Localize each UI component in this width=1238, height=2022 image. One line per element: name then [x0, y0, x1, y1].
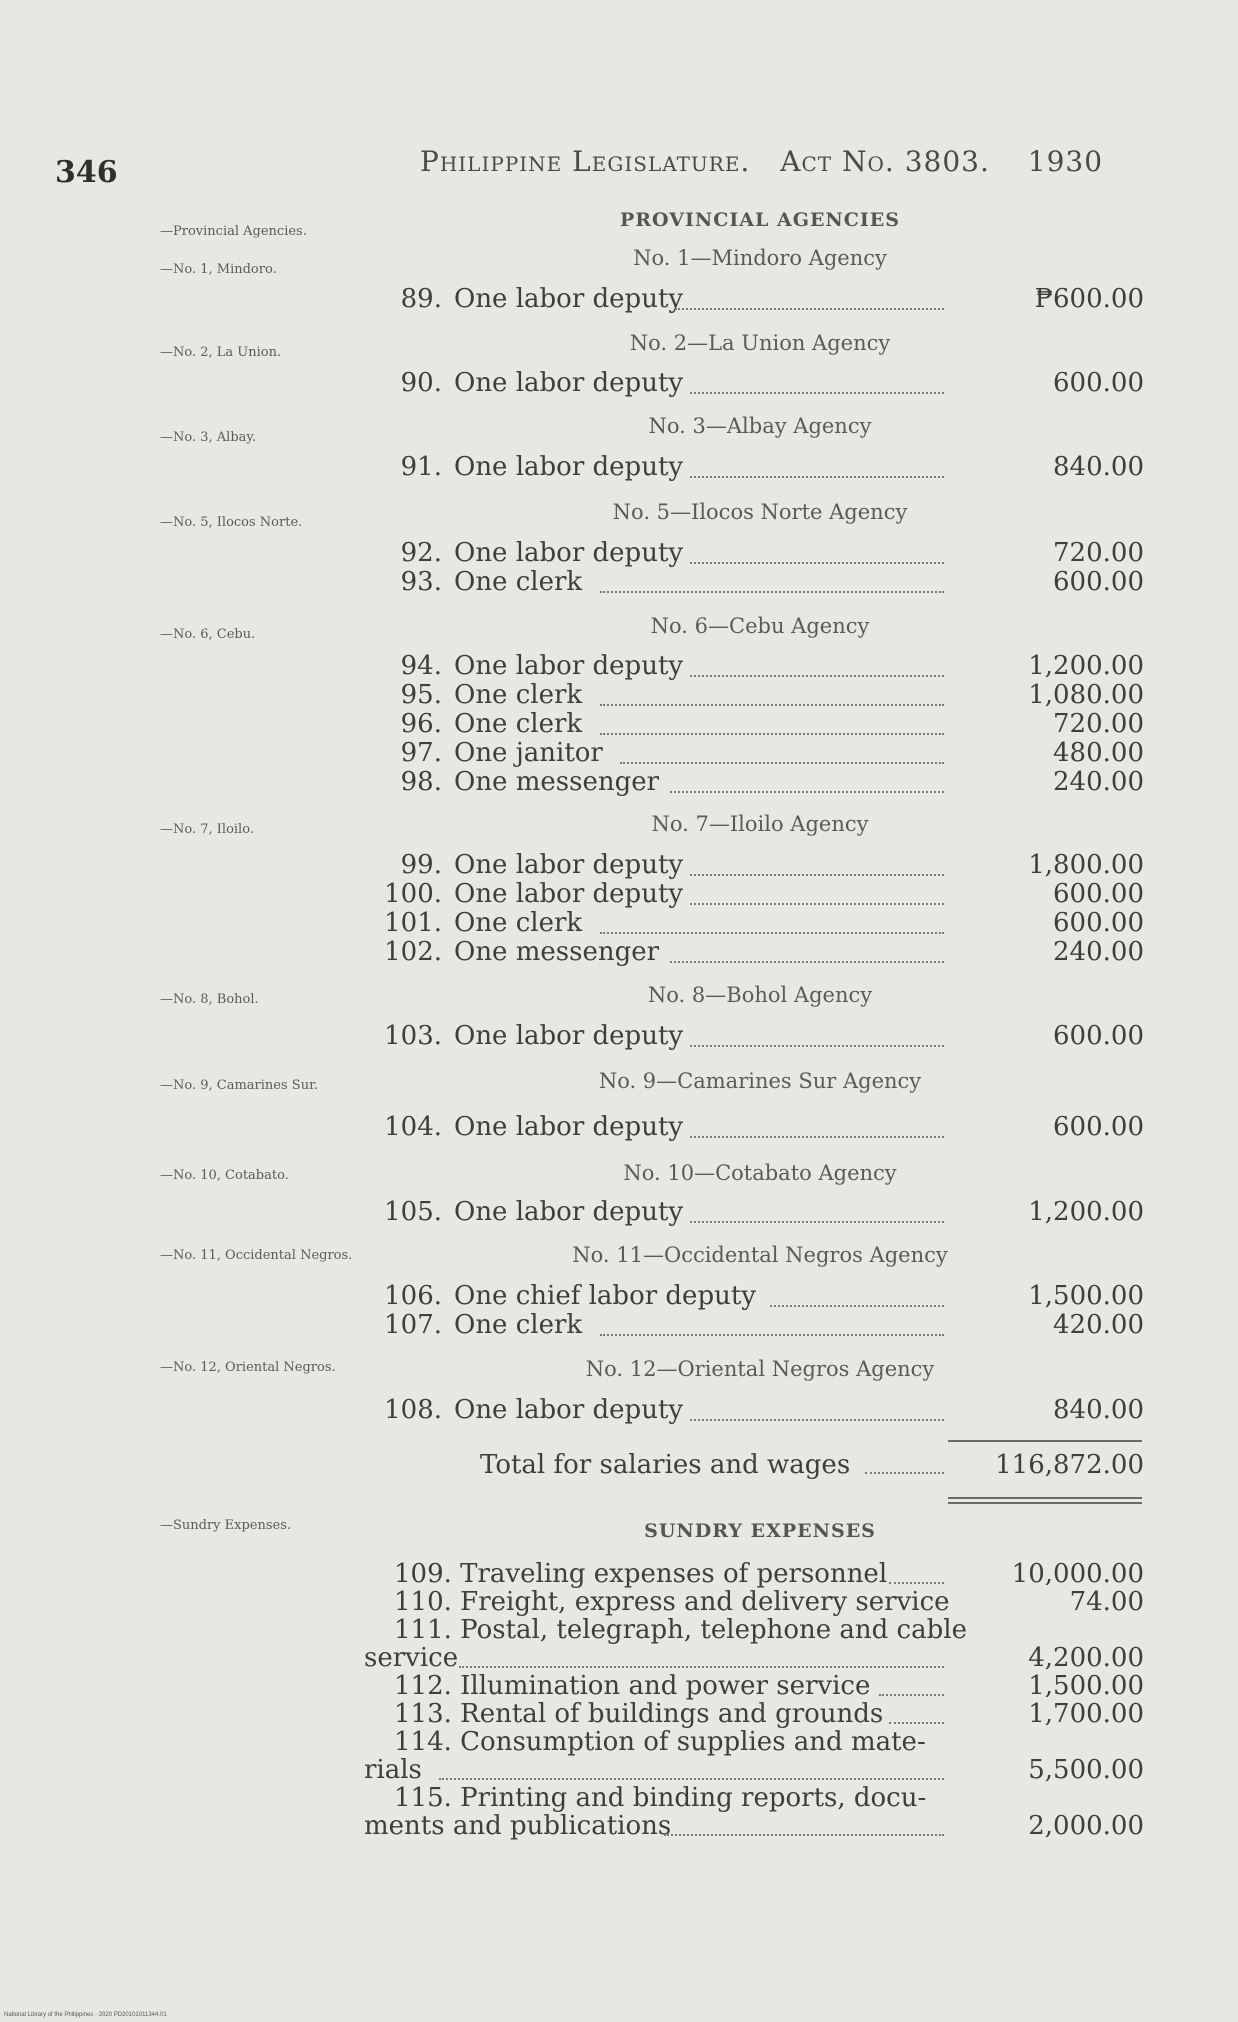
sundry-item: [364, 1700, 1144, 1728]
agency-heading: No. 12—Oriental Negros Agency: [585, 1357, 935, 1381]
sundry-text: 110. Freight, express and delivery service: [394, 1587, 950, 1617]
line-item: [370, 680, 1144, 710]
dot-leader: [600, 731, 944, 735]
item-amount: 840.00: [1053, 1395, 1144, 1425]
agency-heading: No. 9—Camarines Sur Agency: [598, 1069, 922, 1093]
sundry-item: [364, 1588, 1144, 1616]
item-description: One labor deputy: [454, 1112, 684, 1142]
line-item: [370, 709, 1144, 739]
sundry-item-cont: [364, 1812, 1144, 1840]
margin-note: —No. 7, Iloilo.: [160, 822, 254, 837]
agency-heading: No. 8—Bohol Agency: [647, 983, 873, 1007]
sundry-item: [364, 1728, 1144, 1756]
sundry-amount: 1,500.00: [1028, 1671, 1144, 1701]
item-amount: 240.00: [1053, 937, 1144, 967]
item-amount: 1,200.00: [1028, 1197, 1144, 1227]
line-item: [370, 879, 1144, 909]
item-number: 93.: [400, 567, 442, 597]
dot-leader: [865, 1472, 944, 1474]
item-number: 103.: [384, 1021, 442, 1051]
item-amount: 600.00: [1053, 1112, 1144, 1142]
line-item: [370, 1395, 1144, 1425]
total-double-rule: [948, 1497, 1142, 1499]
margin-note: —No. 3, Albay.: [160, 430, 257, 445]
sundry-text: 115. Printing and binding reports, docu-: [394, 1783, 927, 1813]
item-number: 98.: [400, 767, 442, 797]
line-item: [370, 1112, 1144, 1142]
item-number: 97.: [400, 738, 442, 768]
item-number: 107.: [384, 1310, 442, 1340]
scan-footer: National Library of the Philippines · 2020 PD20101011344.01: [4, 2012, 167, 2018]
line-item: [370, 284, 1144, 314]
sundry-text: ments and publications: [364, 1811, 672, 1841]
dot-leader: [620, 760, 944, 764]
item-amount: 240.00: [1053, 767, 1144, 797]
item-amount: 600.00: [1053, 1021, 1144, 1051]
sundry-amount: 2,000.00: [1028, 1811, 1144, 1841]
item-number: 95.: [400, 680, 442, 710]
sundry-item: [364, 1616, 1144, 1644]
sundry-item: [364, 1784, 1144, 1812]
dot-leader: [690, 901, 944, 905]
sundry-text: rials: [364, 1755, 422, 1785]
item-number: 91.: [400, 452, 442, 482]
total-double-rule: [948, 1502, 1142, 1504]
dot-leader: [600, 589, 944, 593]
dot-leader: [670, 789, 944, 793]
item-amount: 720.00: [1053, 709, 1144, 739]
line-item: [370, 767, 1144, 797]
margin-note: —No. 9, Camarines Sur.: [160, 1078, 318, 1093]
dot-leader: [690, 1043, 944, 1047]
line-item: [370, 651, 1144, 681]
running-head-year: 1930: [1027, 145, 1104, 178]
agency-heading: No. 5—Ilocos Norte Agency: [612, 500, 908, 524]
dot-leader: [690, 1134, 944, 1138]
dot-leader: [690, 474, 944, 478]
sundry-text: 114. Consumption of supplies and mate-: [394, 1727, 926, 1757]
line-item: [370, 1281, 1144, 1311]
margin-note: —No. 10, Cotabato.: [160, 1168, 289, 1183]
item-number: 89.: [400, 284, 442, 314]
running-head: [420, 145, 1103, 178]
margin-note: —No. 5, Ilocos Norte.: [160, 515, 303, 530]
margin-note: —No. 11, Occidental Negros.: [160, 1248, 353, 1263]
dot-leader: [690, 1219, 944, 1223]
item-number: 100.: [384, 879, 442, 909]
line-item: [370, 1021, 1144, 1051]
item-description: One labor deputy: [454, 284, 684, 314]
dot-leader: [690, 1417, 944, 1421]
total-amount: 116,872.00: [995, 1450, 1144, 1480]
item-description: One labor deputy: [454, 1395, 684, 1425]
sundry-amount: 4,200.00: [1028, 1643, 1144, 1673]
margin-note: —No. 2, La Union.: [160, 345, 282, 360]
item-description: One chief labor deputy: [454, 1281, 756, 1311]
dot-leader: [439, 1776, 944, 1780]
agency-heading: No. 11—Occidental Negros Agency: [572, 1243, 948, 1267]
margin-note: —No. 8, Bohol.: [160, 992, 259, 1007]
sundry-item-cont: [364, 1756, 1144, 1784]
item-amount: ₱600.00: [1034, 284, 1144, 314]
sundry-text: service: [364, 1643, 459, 1673]
dot-leader: [690, 673, 944, 677]
sundry-text: 112. Illumination and power service: [394, 1671, 871, 1701]
total-label: Total for salaries and wages: [480, 1450, 851, 1480]
dot-leader: [670, 959, 944, 963]
sundry-item-cont: [364, 1644, 1144, 1672]
item-number: 90.: [400, 368, 442, 398]
item-description: One janitor: [454, 738, 603, 768]
item-number: 106.: [384, 1281, 442, 1311]
item-description: One clerk: [454, 908, 583, 938]
item-amount: 1,200.00: [1028, 651, 1144, 681]
page-number: 346: [55, 155, 118, 190]
agency-heading: No. 10—Cotabato Agency: [623, 1161, 897, 1185]
sundry-list: [364, 1560, 1144, 1840]
item-description: One messenger: [454, 937, 660, 967]
item-amount: 840.00: [1053, 452, 1144, 482]
item-amount: 420.00: [1053, 1310, 1144, 1340]
total-rule: [948, 1440, 1142, 1442]
item-number: 96.: [400, 709, 442, 739]
sundry-item: [364, 1672, 1144, 1700]
running-head-act: Act No. 3803.: [780, 145, 990, 178]
margin-note: —Provincial Agencies.: [160, 224, 307, 239]
sundry-amount: 10,000.00: [1011, 1559, 1144, 1589]
item-number: 104.: [384, 1112, 442, 1142]
section-heading-sundry: SUNDRY EXPENSES: [644, 1520, 876, 1542]
item-description: One clerk: [454, 680, 583, 710]
sundry-text: 113. Rental of buildings and grounds: [394, 1699, 884, 1729]
line-item: [370, 368, 1144, 398]
item-amount: 1,500.00: [1028, 1281, 1144, 1311]
sundry-text: 111. Postal, telegraph, telephone and cable: [394, 1615, 967, 1645]
dot-leader: [664, 1832, 944, 1836]
dot-leader: [600, 930, 944, 934]
sundry-amount: 74.00: [1069, 1587, 1144, 1617]
line-item: [370, 452, 1144, 482]
item-description: One labor deputy: [454, 879, 684, 909]
running-head-title: Philippine Legislature.: [420, 145, 751, 178]
dot-leader: [690, 560, 944, 564]
item-amount: 480.00: [1053, 738, 1144, 768]
agency-heading: No. 1—Mindoro Agency: [633, 246, 887, 270]
sundry-amount: 5,500.00: [1028, 1755, 1144, 1785]
agency-heading: No. 6—Cebu Agency: [650, 614, 870, 638]
item-number: 102.: [384, 937, 442, 967]
item-number: 108.: [384, 1395, 442, 1425]
item-description: One messenger: [454, 767, 660, 797]
sundry-amount: 1,700.00: [1028, 1699, 1144, 1729]
dot-leader: [690, 390, 944, 394]
agency-heading: No. 3—Albay Agency: [648, 414, 872, 438]
item-number: 99.: [400, 850, 442, 880]
line-item: [370, 538, 1144, 568]
item-number: 101.: [384, 908, 442, 938]
item-amount: 600.00: [1053, 368, 1144, 398]
dot-leader: [770, 1303, 944, 1307]
item-description: One clerk: [454, 1310, 583, 1340]
dot-leader: [675, 306, 944, 310]
item-description: One labor deputy: [454, 651, 684, 681]
item-amount: 600.00: [1053, 879, 1144, 909]
item-description: One clerk: [454, 567, 583, 597]
dot-leader: [889, 1580, 944, 1584]
line-item: [370, 908, 1144, 938]
dot-leader: [889, 1720, 944, 1724]
item-number: 94.: [400, 651, 442, 681]
item-amount: 600.00: [1053, 567, 1144, 597]
item-description: One labor deputy: [454, 368, 684, 398]
item-number: 105.: [384, 1197, 442, 1227]
line-item: [370, 1310, 1144, 1340]
total-row: [480, 1450, 1144, 1482]
line-item: [370, 850, 1144, 880]
item-description: One labor deputy: [454, 538, 684, 568]
dot-leader: [600, 702, 944, 706]
dot-leader: [600, 1332, 944, 1336]
agency-heading: No. 2—La Union Agency: [629, 331, 891, 355]
item-amount: 720.00: [1053, 538, 1144, 568]
item-amount: 1,800.00: [1028, 850, 1144, 880]
sundry-text: 109. Traveling expenses of personnel: [394, 1559, 888, 1589]
item-number: 92.: [400, 538, 442, 568]
dot-leader: [879, 1692, 944, 1696]
item-amount: 600.00: [1053, 908, 1144, 938]
item-description: One labor deputy: [454, 1021, 684, 1051]
margin-note: —No. 12, Oriental Negros.: [160, 1360, 336, 1375]
agency-heading: No. 7—Iloilo Agency: [651, 812, 869, 836]
line-item: [370, 738, 1144, 768]
item-description: One clerk: [454, 709, 583, 739]
section-heading-provincial: PROVINCIAL AGENCIES: [619, 209, 901, 231]
line-item: [370, 937, 1144, 967]
item-description: One labor deputy: [454, 850, 684, 880]
dot-leader: [459, 1664, 944, 1668]
item-description: One labor deputy: [454, 1197, 684, 1227]
item-amount: 1,080.00: [1028, 680, 1144, 710]
margin-note: —Sundry Expenses.: [160, 1518, 292, 1533]
dot-leader: [690, 872, 944, 876]
margin-note: —No. 1, Mindoro.: [160, 262, 277, 277]
line-item: [370, 567, 1144, 597]
line-item: [370, 1197, 1144, 1227]
margin-note: —No. 6, Cebu.: [160, 627, 256, 642]
item-description: One labor deputy: [454, 452, 684, 482]
sundry-item: [364, 1560, 1144, 1588]
